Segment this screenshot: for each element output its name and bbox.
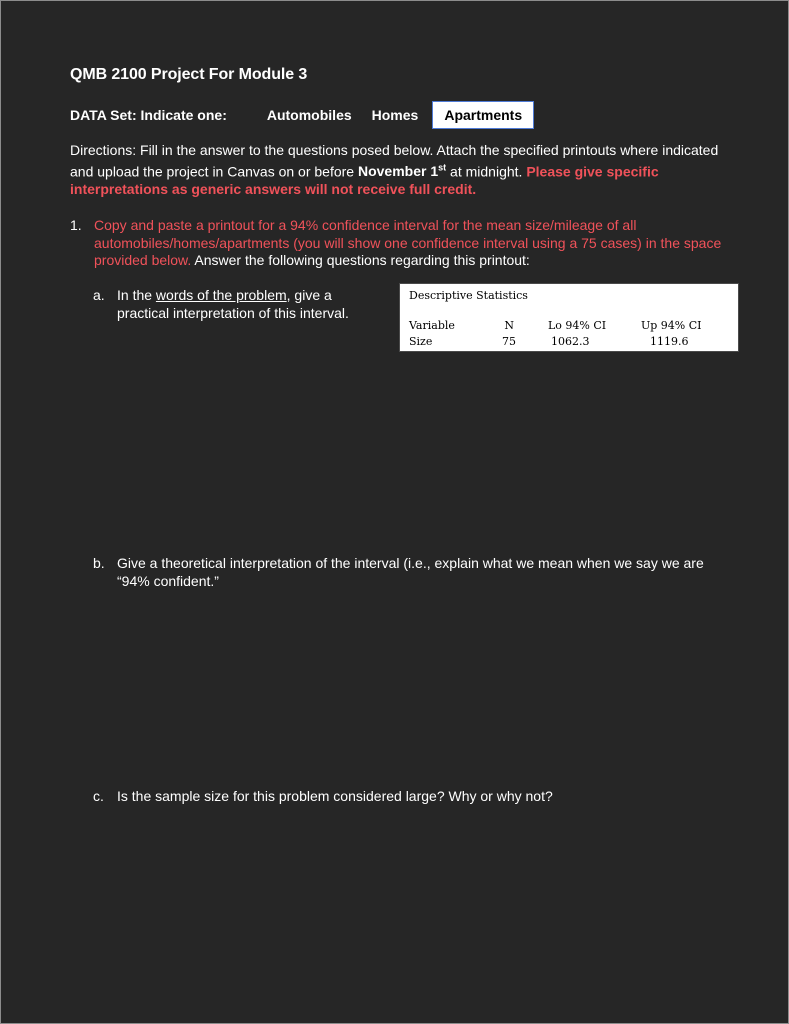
directions [70,142,730,198]
question-1-text: Copy and paste a printout for a 94% confidence interval for the mean size/mileage of all automobiles/homes/apartments (you will show one confidence interval using a 75 cases) in the space provided below. Answer the following questions regarding this printout: [94,217,722,268]
stats-title: Descriptive Statistics [409,289,528,302]
stats-lo: 1062.3 [551,335,590,348]
directions-warning: Please give specific interpretations as generic answers will not receive full credit. [70,163,659,197]
dataset-option-apartments[interactable]: Apartments [432,101,534,129]
dataset-selector [70,101,534,129]
directions-text: Directions: Fill in the answer to the questions posed below. Attach the specified printouts where indicated and upload the project in Canvas on or before [70,142,719,180]
stats-header-lo: Lo 94% CI [548,319,607,332]
page-title: QMB 2100 Project For Module 3 [70,66,308,83]
stats-up: 1119.6 [650,335,689,348]
question-1b-text: Give a theoretical interpretation of the interval (i.e., explain what we mean when we say we are “94% confident.” [117,555,704,589]
stats-n: 75 [502,335,516,348]
question-1a-letter: a. [93,287,105,303]
deadline: November 1st [357,162,447,180]
question-1c-letter: c. [93,788,104,804]
directions-text-2: at midnight. [446,163,527,180]
stats-header-row [400,319,738,333]
stats-header-n: N [504,319,514,332]
question-1-number: 1. [70,217,82,233]
stats-header-variable: Variable [409,319,455,332]
dataset-option-automobiles[interactable]: Automobiles [266,107,352,123]
dataset-label: DATA Set: Indicate one: [70,107,227,123]
stats-data-row [400,335,738,349]
stats-variable: Size [409,335,433,348]
dataset-option-homes[interactable]: Homes [371,107,419,123]
question-1b-letter: b. [93,555,105,571]
descriptive-statistics-printout [399,283,739,352]
question-1a-text: In the words of the problem, give a practical interpretation of this interval. [117,287,349,321]
question-1c-text: Is the sample size for this problem considered large? Why or why not? [117,788,553,804]
stats-header-up: Up 94% CI [641,319,702,332]
